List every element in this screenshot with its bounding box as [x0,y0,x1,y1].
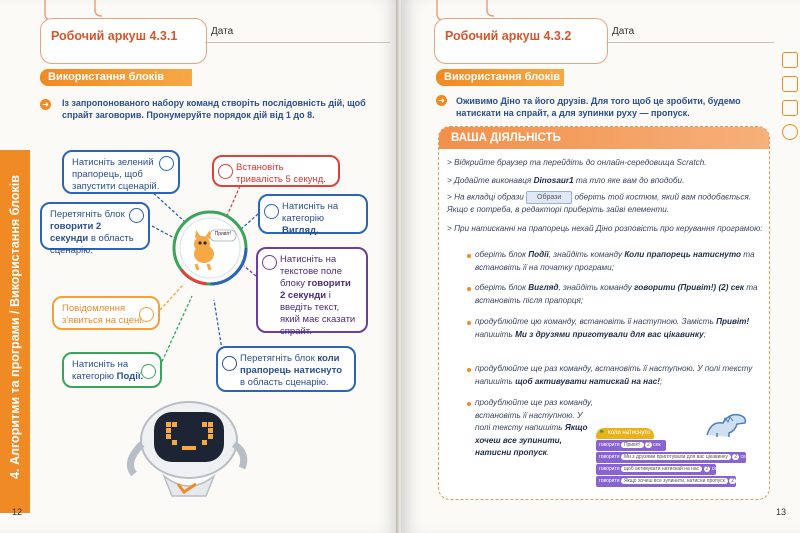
say-blocks [596,440,764,490]
step-drag-say-bold: говорити 2 секунди [50,221,102,244]
sub-step-d [475,363,760,388]
step-events [62,352,162,388]
intro-text: Оживимо Діно та його друзів. Для того щоб це зробити, будемо натискати на спрайт, а для зупинки руху — пропуск. [456,96,741,118]
bullet-dot-icon [467,368,471,372]
say-block[interactable] [596,452,746,463]
sidebar-label: 4. Алгоритми та програми / Використання блоків [8,175,22,479]
sub-a-t2: , знайдіть команду [548,250,623,259]
when-flag-clicked-block[interactable] [596,428,654,439]
say-block-cmd: говорити [599,442,620,448]
step-drag-say [40,202,150,256]
sub-e-t1: продублюйте ще раз команду, встановіть її наступною. У полі тексту напишіть [475,398,593,432]
step-drag-say-pre: Перетягніть блок [50,209,125,220]
sub-step-e [475,397,593,460]
step-1-text: Відкрийте браузер та перейдіть до онлайн-середовища Scratch. [454,158,707,167]
date-field[interactable] [606,18,774,43]
step-text-field-post: і введіть текст, який має сказати спрайт. [280,290,356,337]
step-message [52,296,160,330]
sub-b-t2: , знайдіть команду [558,283,632,292]
bullet-dot-icon [467,321,471,325]
book-tab-icon[interactable] [782,52,798,68]
activity-title: ВАША ДІЯЛЬНІСТЬ [451,132,561,144]
say-block-text[interactable]: Якщо хочеш все зупинити, натисни пропуск [621,478,728,484]
sub-d-t2: ; [659,376,663,386]
arrow-bullet-icon: ➜ [436,95,447,106]
sub-a-b1: Події [528,250,549,259]
sub-step-c [475,316,760,341]
number-circle-icon[interactable] [141,364,156,379]
section-bar: Використання блоків [436,69,564,86]
step-2: > Додайте виконавця Dinosaur1 та тло яке вам до вподоби. [447,176,685,185]
number-circle-icon[interactable] [262,255,277,270]
step-drag-say-post: в область сценарію. [50,233,134,256]
book-tab-icon[interactable] [782,76,798,92]
say-block-unit: сек [740,454,748,460]
green-flag-icon: ⚑ [599,430,605,436]
step-1: > Відкрийте браузер та перейдіть до онлайн-середовища Scratch. [447,158,707,167]
step-text-field [256,247,368,337]
worksheet-title: Робочий аркуш 4.3.2 [445,29,572,43]
activity-header [439,127,769,149]
number-circle-icon[interactable] [222,356,237,371]
sub-b-b2: говорити (Привіт!) (2) сек [634,283,744,292]
sub-c-t1: продублюйте цю команду, встановіть її наступною. Замість [475,317,714,326]
sprite-speech-bubble: Привіт! [214,231,232,237]
step-2-bold: Dinosaur1 [533,176,574,185]
bullet-dot-icon [467,402,471,406]
step-message-text: Повідомлення з'явиться на сцені. [62,303,145,326]
arrow-bullet-icon: ➜ [40,99,51,110]
sub-a-t3: та встановіть її на початку програми; [475,250,755,272]
sub-b-t3: та встановіть після прапорця; [475,283,758,305]
section-bar: Використання блоків [40,69,192,86]
say-block-text[interactable]: щоб активувати натискай на нас [621,466,702,472]
sub-c-t3: ; [703,329,706,339]
step-3: > На вкладці образи Образи оберіть той костюм, який вам подобається. Якщо є потреба, в редакторі приберіть зайві елементи. [447,192,752,214]
number-circle-icon[interactable] [218,164,233,179]
step-2-pre: Додайте виконавця [454,176,532,185]
scratch-cat-ring [170,208,250,288]
step-duration [212,155,340,187]
number-circle-icon[interactable] [139,307,154,322]
step-4: > При натисканні на прапорець нехай Діно розповість про керування програмою: [447,224,763,233]
robot-illustration [124,392,254,502]
sub-b-b1: Вигляд [528,283,559,292]
sub-step-a [475,249,760,274]
say-block-secs[interactable]: 2 [646,442,650,448]
say-block-secs[interactable]: 2 [734,454,738,460]
book-tab-icon[interactable] [782,100,798,116]
number-circle-icon[interactable] [129,208,144,223]
step-looks [258,194,368,234]
step-text-field-bold: говорити 2 секунди [280,278,351,301]
step-looks-bold: Вигляд. [282,225,319,236]
left-page [0,0,398,533]
say-block-unit: сек [711,466,720,472]
hat-block-label: коли натиснуто [608,430,651,436]
sub-a-t1: оберіть блок [475,250,526,259]
say-block-cmd: говорити [599,466,620,472]
step-drag-flag [216,346,356,392]
sub-d-t1: продублюйте ще раз команду, встановіть її наступною. У полі тексту напишіть [475,364,753,386]
page-number: 12 [12,507,23,517]
say-block[interactable] [596,440,666,451]
say-block-text[interactable]: Ми з друзями приготували для вас цікавинку [621,454,731,460]
bullet-dot-icon [467,287,471,291]
number-circle-icon[interactable] [159,156,174,171]
step-4-text: При натисканні на прапорець нехай Діно розповість про керування програмою: [454,224,763,233]
step-events-bold: Події. [116,371,144,382]
step-3-pre: На вкладці образи [454,192,524,202]
step-text-field-pre: Натисніть на текстове поле блоку [280,254,342,289]
say-block-cmd: говорити [599,478,620,484]
say-block-secs[interactable]: 2 [731,478,735,484]
sub-c-b2: Ми з друзями приготували для вас цікавинку [515,329,704,339]
step-looks-pre: Натисніть на категорію [282,201,339,224]
say-block-text[interactable]: Привіт! [621,442,644,448]
step-drag-flag-post: в область сценарію. [240,377,329,388]
number-circle-icon[interactable] [264,204,279,219]
book-tab-icon[interactable] [782,124,798,140]
say-block[interactable] [596,464,720,475]
sub-c-b1: Привіт! [716,317,750,326]
page-number: 13 [775,507,786,517]
worksheet-box [434,18,608,64]
step-events-pre: Натисніть на категорію [72,359,129,382]
say-block-unit: сек [737,478,745,484]
date-label: Дата [612,26,635,37]
step-drag-flag-bold: коли прапорець натиснуто [240,353,343,376]
worksheet-title: Робочий аркуш 4.3.1 [51,29,178,43]
step-2-post: та тло яке вам до вподоби. [575,176,685,185]
sub-b-t1: оберіть блок [475,283,526,292]
step-duration-text: Встановіть тривалість 5 секунд. [236,162,326,185]
intro-text: Із запропонованого набору команд створіть послідовність дій, щоб спрайт заговорив. Пронумеруйте порядок дій від 1 до 8. [62,98,366,120]
costumes-tab-button[interactable]: Образи [526,191,572,204]
step-green-flag [62,150,180,194]
bullet-dot-icon [467,254,471,258]
sub-e-t2: . [546,448,550,457]
sub-e-b1: Якщо хочеш все зупинити, натисни пропуск [475,423,588,457]
say-block-unit: сек [653,442,661,448]
step-drag-flag-pre: Перетягніть блок [240,353,315,364]
sub-c-t2: напишіть [475,329,513,339]
say-block-cmd: говорити [599,454,620,460]
sub-step-b [475,282,760,307]
say-block-secs[interactable]: 2 [705,466,709,472]
date-label: Дата [211,26,234,37]
sub-d-b1: щоб активувати натискай на нас! [515,376,660,386]
scratch-script [596,428,764,490]
say-block[interactable] [596,476,745,487]
sub-a-b2: Коли прапорець натиснуто [624,250,742,259]
step-green-flag-text: Натисніть зелений прапорець, щоб запустити сценарій. [72,157,160,192]
step-3-post: оберіть той костюм, який вам подобається. Якщо є потреба, в редакторі приберіть зайві елементи. [447,192,752,214]
